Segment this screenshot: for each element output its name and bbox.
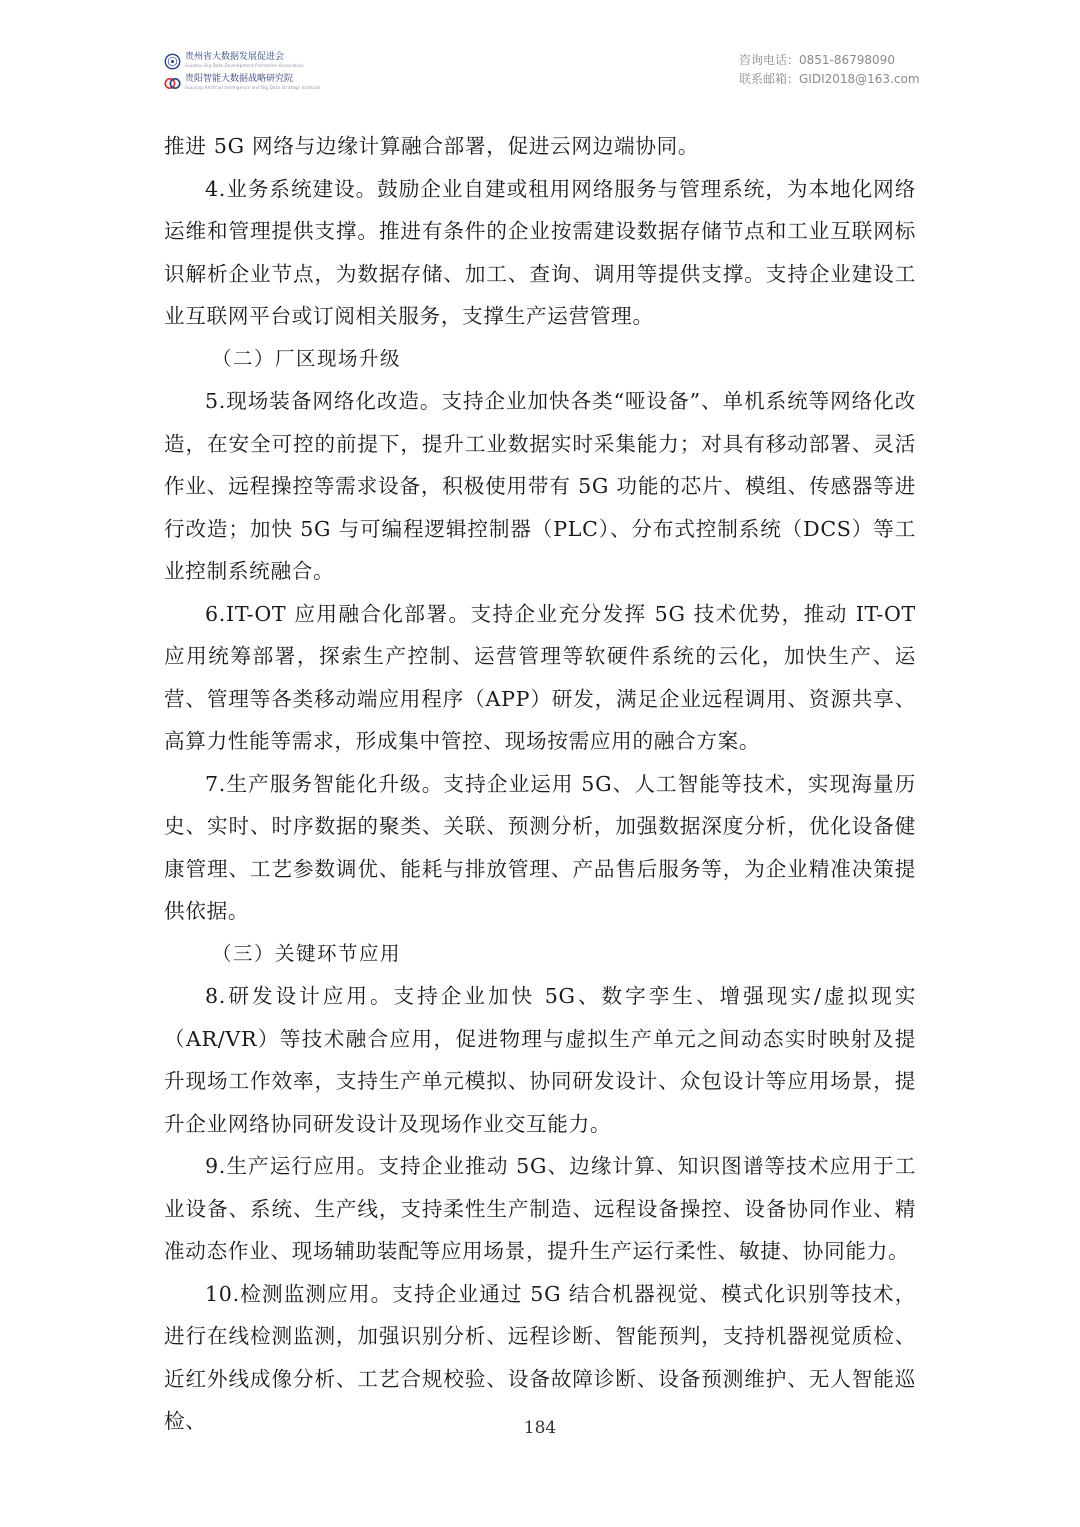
association-english-name: Guizhou Big Data Development Promotion Association	[185, 63, 304, 68]
association-name: 贵州省大数据发展促进会	[185, 52, 285, 62]
association-logo-icon	[164, 53, 181, 70]
paragraph-continuation: 推进 5G 网络与边缘计算融合部署，促进云网边端协同。	[164, 134, 700, 158]
paragraph-7-intelligent-service: 7.生产服务智能化升级。支持企业运用 5G、人工智能等技术，实现海量历史、实时、时序数据的聚类、关联、预测分析，加强数据深度分析，优化设备健康管理、工艺参数调优、能耗与排放管理、产品售后服务等，为企业精准决策提供依据。	[164, 771, 916, 923]
paragraph-5-equipment-networking: 5.现场装备网络化改造。支持企业加快各类“哑设备”、单机系统等网络化改造，在安全可控的前提下，提升工业数据实时采集能力；对具有移动部署、灵活作业、远程操控等需求设备，积极使用带有 5G 功能的芯片、模组、传感器等进行改造；加快 5G 与可编程逻辑控制器（PLC）、分布式控制系统（DCS）等工业控制系统融合。	[164, 389, 916, 583]
institute-logo	[164, 74, 324, 94]
paragraph-9-production: 9.生产运行应用。支持企业推动 5G、边缘计算、知识图谱等技术应用于工业设备、系统、生产线，支持柔性生产制造、远程设备操控、设备协同作业、精准动态作业、现场辅助装配等应用场景，提升生产运行柔性、敏捷、协同能力。	[164, 1154, 916, 1263]
institute-english-name: Guiyang Artificial Intelligence and Big Data Strategy Institute	[185, 85, 321, 90]
page-number: 184	[523, 1418, 557, 1438]
institute-name: 贵阳智能大数据战略研究院	[185, 74, 294, 84]
institute-logo-icon	[164, 75, 181, 92]
paragraph-8-rd-design: 8.研发设计应用。支持企业加快 5G、数字孪生、增强现实/虚拟现实（AR/VR）等技术融合应用，促进物理与虚拟生产单元之间动态实时映射及提升现场工作效率，支持生产单元模拟、协同研发设计、众包设计等应用场景，提升企业网络协同研发设计及现场作业交互能力。	[164, 984, 916, 1136]
paragraph-4-business-system: 4.业务系统建设。鼓励企业自建或租用网络服务与管理系统，为本地化网络运维和管理提供支撑。推进有条件的企业按需建设数据存储节点和工业互联网标识解析企业节点，为数据存储、加工、查询、调用等提供支撑。支持企业建设工业互联网平台或订阅相关服务，支撑生产运营管理。	[164, 176, 916, 328]
contact-phone: 咨询电话：0851-86798090	[739, 53, 895, 67]
association-logo	[164, 52, 324, 72]
section-heading-3: （三）关键环节应用	[212, 941, 402, 965]
paragraph-10-inspection: 10.检测监测应用。支持企业通过 5G 结合机器视觉、模式化识别等技术，进行在线检测监测，加强识别分析、远程诊断、智能预判，支持机器视觉质检、近红外线成像分析、工艺合规校验、设备故障诊断、设备预测维护、无人智能巡检、	[164, 1281, 916, 1433]
contact-info	[739, 51, 920, 89]
contact-email: 联系邮箱：GIDI2018@163.com	[739, 72, 920, 86]
section-heading-2: （二）厂区现场升级	[212, 346, 402, 370]
page-header	[0, 0, 1080, 100]
logo-block	[164, 52, 324, 94]
document-body	[164, 125, 916, 1443]
paragraph-6-it-ot: 6.IT-OT 应用融合化部署。支持企业充分发挥 5G 技术优势，推动 IT-OT 应用统筹部署，探索生产控制、运营管理等软硬件系统的云化，加快生产、运营、管理等各类移动端应用程序（APP）研发，满足企业远程调用、资源共享、高算力性能等需求，形成集中管控、现场按需应用的融合方案。	[164, 601, 916, 753]
